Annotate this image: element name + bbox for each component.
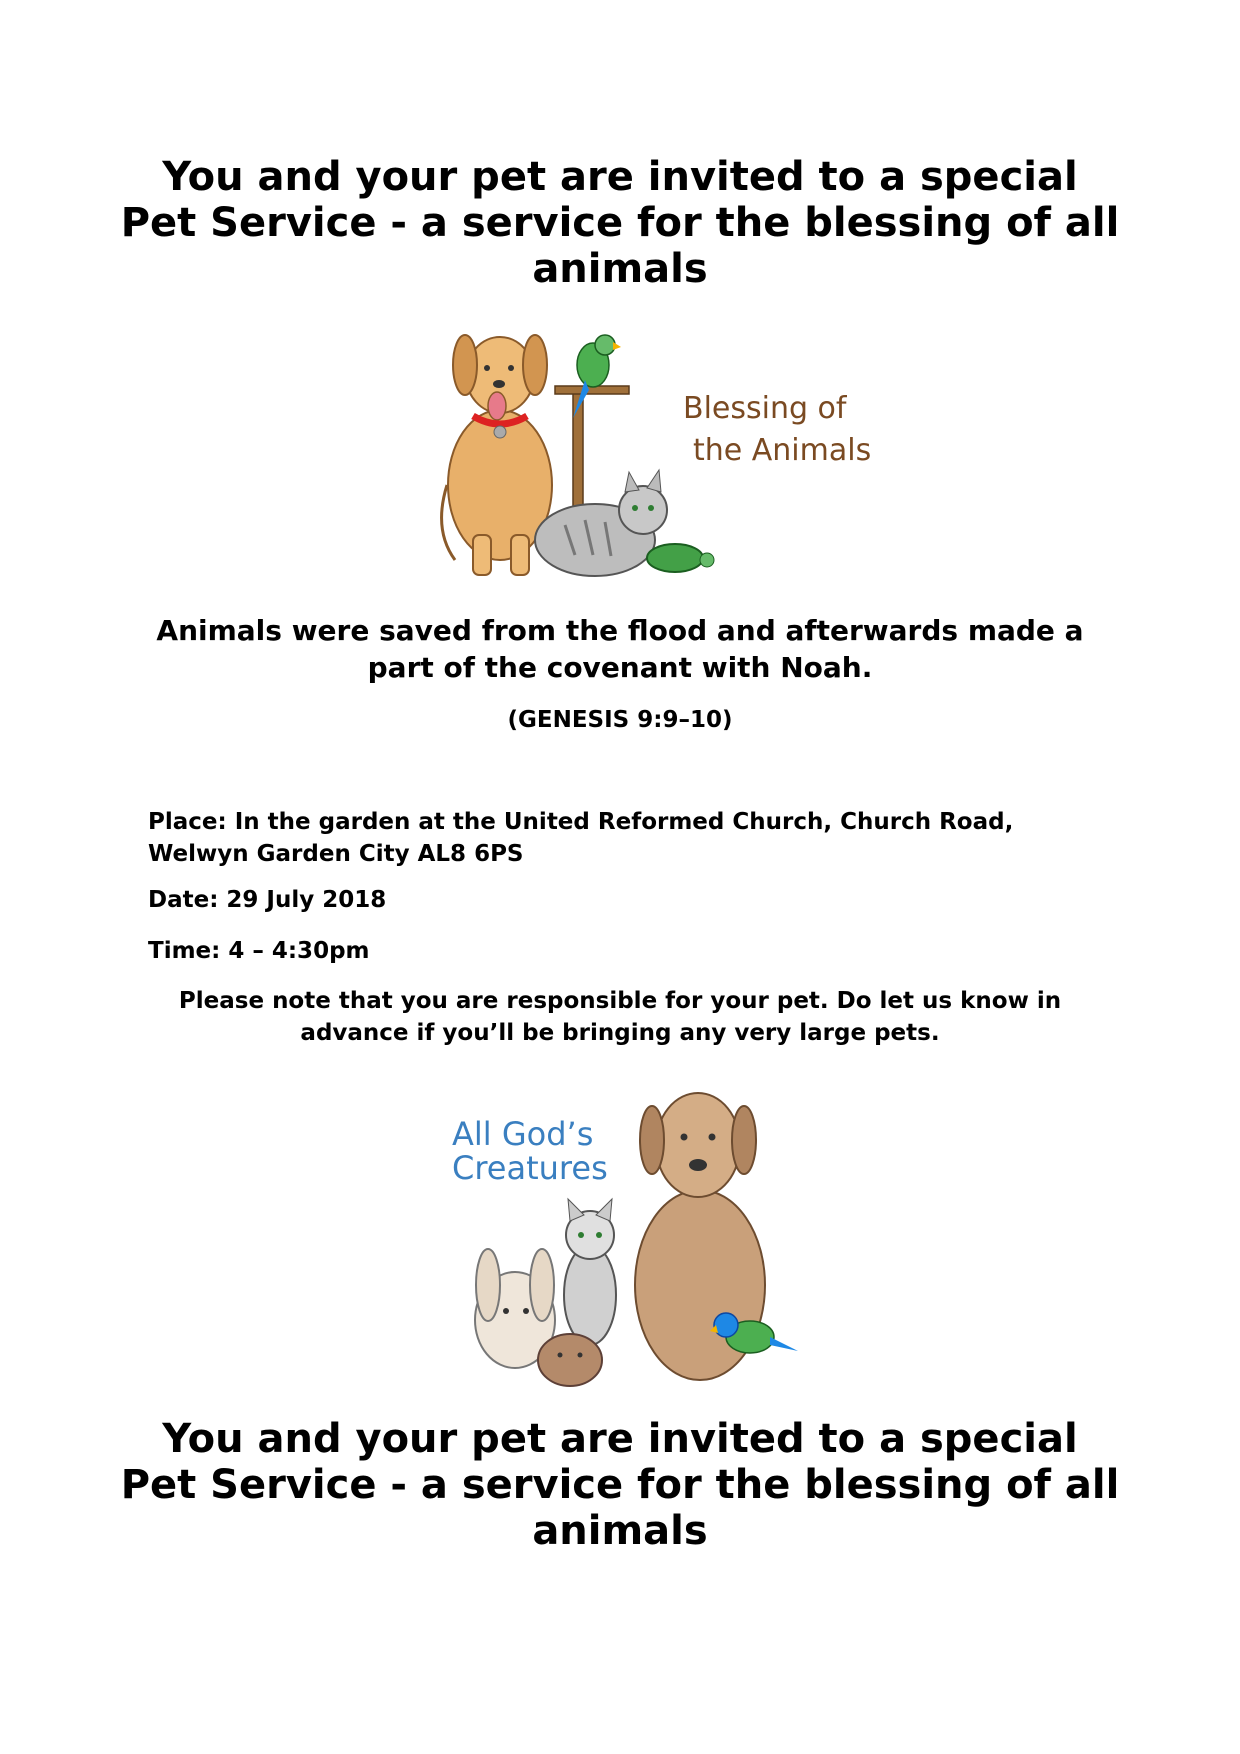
verse-reference: (GENESIS 9:9–10) xyxy=(507,707,733,733)
art-caption-line1: All God’s xyxy=(452,1115,594,1153)
time-line: Time: 4 – 4:30pm xyxy=(148,938,370,964)
invitation-headline: You and your pet are invited to a special Pet Service - a service for the blessing of all animals xyxy=(120,154,1120,292)
hamster-icon xyxy=(538,1334,602,1386)
art-caption-line2: the Animals xyxy=(693,433,872,468)
all-gods-creatures-illustration xyxy=(440,1075,810,1395)
invitation-headline-bottom: You and your pet are invited to a special Pet Service - a service for the blessing of all animals xyxy=(120,1416,1120,1554)
cat-icon xyxy=(564,1199,616,1345)
blessing-of-the-animals-illustration xyxy=(425,320,872,590)
verse-text: Animals were saved from the flood and afterwards made a part of the covenant with Noah. xyxy=(156,614,1084,684)
date-line: Date: 29 July 2018 xyxy=(148,887,387,913)
turtle-icon xyxy=(647,544,714,572)
place-line: Place: In the garden at the United Reformed Church, Church Road, Welwyn Garden City AL8 6PS xyxy=(148,809,1014,867)
art-caption-line2: Creatures xyxy=(452,1149,608,1187)
responsibility-note: Please note that you are responsible for your pet. Do let us know in advance if you’ll be bringing any very large pets. xyxy=(178,988,1062,1046)
art-caption-line1: Blessing of xyxy=(683,391,847,426)
